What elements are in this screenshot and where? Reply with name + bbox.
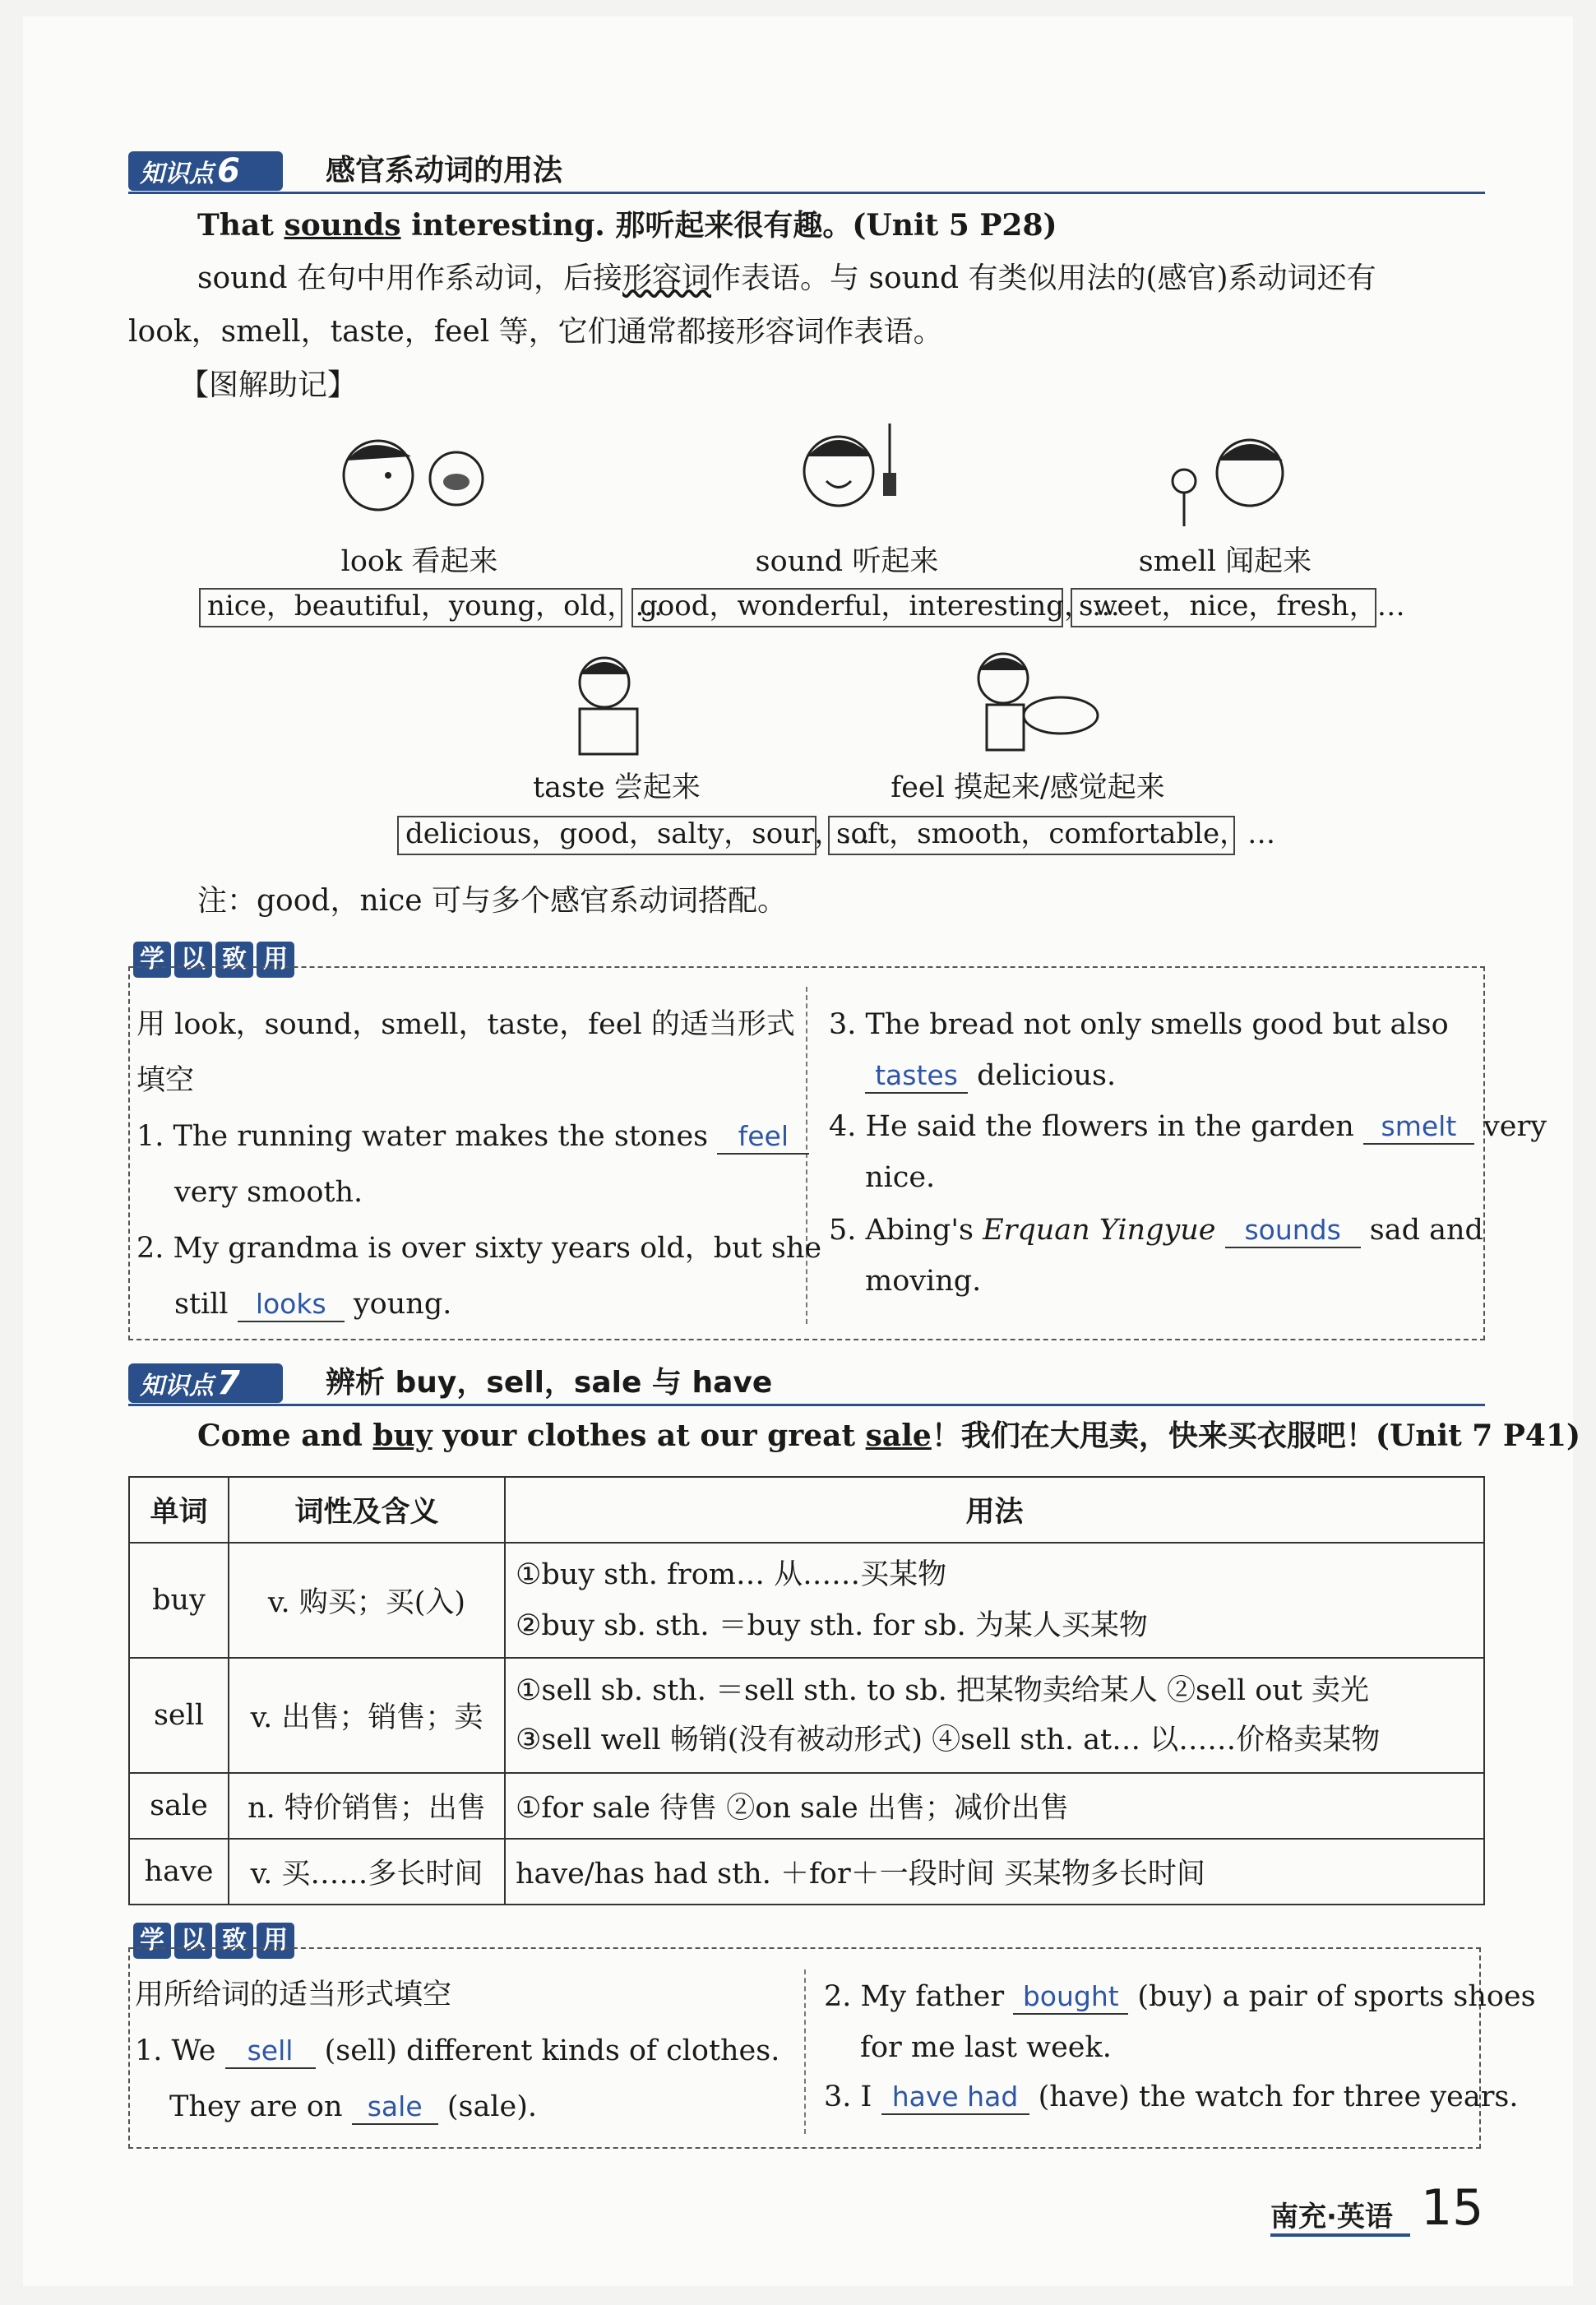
q4-answer[interactable]: smelt — [1363, 1110, 1474, 1145]
practice1-q1-cont: very smooth. — [174, 1176, 363, 1209]
footer-region: 南充·英语 — [1270, 2201, 1393, 2233]
practice2-q2-cont: for me last week. — [860, 2031, 1112, 2064]
practice2-q3: 3. I have had (have) the watch for three years. — [824, 2081, 1519, 2113]
practice1-q5-cont: moving. — [865, 1265, 982, 1298]
section7-rule — [128, 1404, 1485, 1406]
section6-title: 感官系动词的用法 — [326, 154, 563, 187]
p2-q2-answer[interactable]: bought — [1013, 1980, 1128, 2015]
taste-caption: taste 尝起来 — [533, 771, 701, 804]
section6-note: 注：good，nice 可与多个感官系动词搭配。 — [197, 884, 788, 918]
table-header-row — [129, 1477, 1484, 1543]
smell-face-icon — [1159, 424, 1299, 530]
feel-face-icon — [966, 646, 1106, 752]
row-meaning: v. 出售；销售；卖 — [229, 1658, 505, 1773]
practice2-divider — [804, 1969, 806, 2134]
row-word: have — [129, 1839, 229, 1905]
q3-answer[interactable]: tastes — [865, 1059, 968, 1094]
practice1-q1: 1. The running water makes the stones feel — [136, 1117, 809, 1156]
p2-q1-answer2[interactable]: sale — [352, 2090, 438, 2125]
feel-caption: feel 摸起来/感觉起来 — [891, 771, 1165, 804]
section7-badge: 知识点 7 — [128, 1363, 283, 1403]
section7-title: 辨析 buy，sell，sale 与 have — [326, 1366, 773, 1400]
section6-explain-line1: sound 在句中用作系动词，后接形容词作表语。与 sound 有类似用法的(感官)系动词还有 — [197, 262, 1376, 295]
sound-words-box: good，wonderful，interesting，… — [631, 588, 1063, 627]
practice2-q2: 2. My father bought (buy) a pair of sports shoes — [824, 1980, 1536, 2013]
look-words-box: nice，beautiful，young，old，… — [199, 588, 622, 627]
practice2-q1: 1. We sell (sell) different kinds of clothes. — [135, 2034, 780, 2067]
section6-rule — [128, 192, 1485, 194]
feel-words-box: soft，smooth，comfortable，… — [828, 816, 1235, 855]
diagram-label: 【图解助记】 — [179, 368, 358, 402]
section6-example: That sounds interesting. 那听起来很有趣。(Unit 5 P28) — [197, 208, 1057, 243]
sound-face-icon — [789, 415, 913, 514]
section6-explain-line2: look，smell，taste，feel 等，它们通常都接形容词作表语。 — [128, 315, 943, 349]
p2-q3-answer[interactable]: have had — [881, 2081, 1029, 2115]
table-row — [129, 1658, 1484, 1773]
practice1-q2: 2. My grandma is over sixty years old，but she — [136, 1232, 822, 1265]
header-usage: 用法 — [505, 1477, 1484, 1543]
usage-table — [128, 1476, 1485, 1905]
practice1-instruction-2: 填空 — [136, 1064, 195, 1097]
section6-header — [128, 146, 1485, 194]
practice1-q3: 3. The bread not only smells good but also — [829, 1008, 1449, 1041]
q5-answer[interactable]: sounds — [1225, 1214, 1361, 1248]
smell-caption: smell 闻起来 — [1138, 545, 1312, 578]
section6-badge: 知识点 6 — [128, 151, 283, 191]
look-face-icon — [337, 428, 493, 518]
practice1-q2-cont: still looks young. — [174, 1288, 452, 1321]
footer-rule — [1270, 2233, 1410, 2237]
q2-answer[interactable]: looks — [238, 1288, 345, 1322]
practice1-instruction-1: 用 look，sound，smell，taste，feel 的适当形式 — [136, 1008, 795, 1041]
header-word: 单词 — [129, 1477, 229, 1543]
row-word: sell — [129, 1658, 229, 1773]
table-row — [129, 1773, 1484, 1839]
row-usage: have/has had sth. ＋for＋一段时间 买某物多长时间 — [505, 1839, 1484, 1905]
table-row — [129, 1543, 1484, 1658]
practice2-q1-cont: They are on sale (sale). — [169, 2090, 537, 2123]
row-meaning: n. 特价销售；出售 — [229, 1773, 505, 1839]
practice1-q5: 5. Abing's Erquan Yingyue sounds sad and — [829, 1214, 1483, 1247]
header-meaning: 词性及含义 — [229, 1477, 505, 1543]
look-caption: look 看起来 — [340, 545, 498, 578]
section7-example: Come and buy your clothes at our great sale！我们在大甩卖，快来买衣服吧！(Unit 7 P41) — [197, 1419, 1581, 1453]
row-usage: ①sell sb. sth. ＝sell sth. to sb. 把某物卖给某人 ②sell out 卖光 ③sell well 畅销(没有被动形式) ④sell sth. at… 以……价格卖某物 — [505, 1658, 1484, 1773]
smell-words-box: sweet，nice，fresh，… — [1071, 588, 1376, 627]
practice2-tag: 学 以 致 用 — [133, 1923, 294, 1959]
row-word: buy — [129, 1543, 229, 1658]
practice1-q4-cont: nice. — [865, 1161, 936, 1194]
table-row — [129, 1839, 1484, 1905]
practice2-instruction: 用所给词的适当形式填空 — [135, 1979, 452, 2011]
taste-face-icon — [559, 650, 666, 757]
row-usage: ①for sale 待售 ②on sale 出售；减价出售 — [505, 1773, 1484, 1839]
practice1-tag: 学 以 致 用 — [133, 942, 294, 978]
row-meaning: v. 购买；买(入) — [229, 1543, 505, 1658]
row-meaning: v. 买……多长时间 — [229, 1839, 505, 1905]
p2-q1-answer[interactable]: sell — [225, 2034, 316, 2069]
page-number: 15 — [1421, 2179, 1484, 2237]
section7-header — [128, 1358, 1485, 1406]
q1-answer[interactable]: feel — [717, 1120, 809, 1155]
row-usage: ①buy sth. from… 从……买某物 ②buy sb. sth. ＝buy sth. for sb. 为某人买某物 — [505, 1543, 1484, 1658]
row-word: sale — [129, 1773, 229, 1839]
practice1-q4: 4. He said the flowers in the garden smelt very — [829, 1110, 1547, 1143]
sound-caption: sound 听起来 — [755, 545, 939, 578]
practice1-q3-cont: tastes delicious. — [865, 1056, 1116, 1095]
taste-words-box: delicious，good，salty，sour，… — [397, 816, 817, 855]
